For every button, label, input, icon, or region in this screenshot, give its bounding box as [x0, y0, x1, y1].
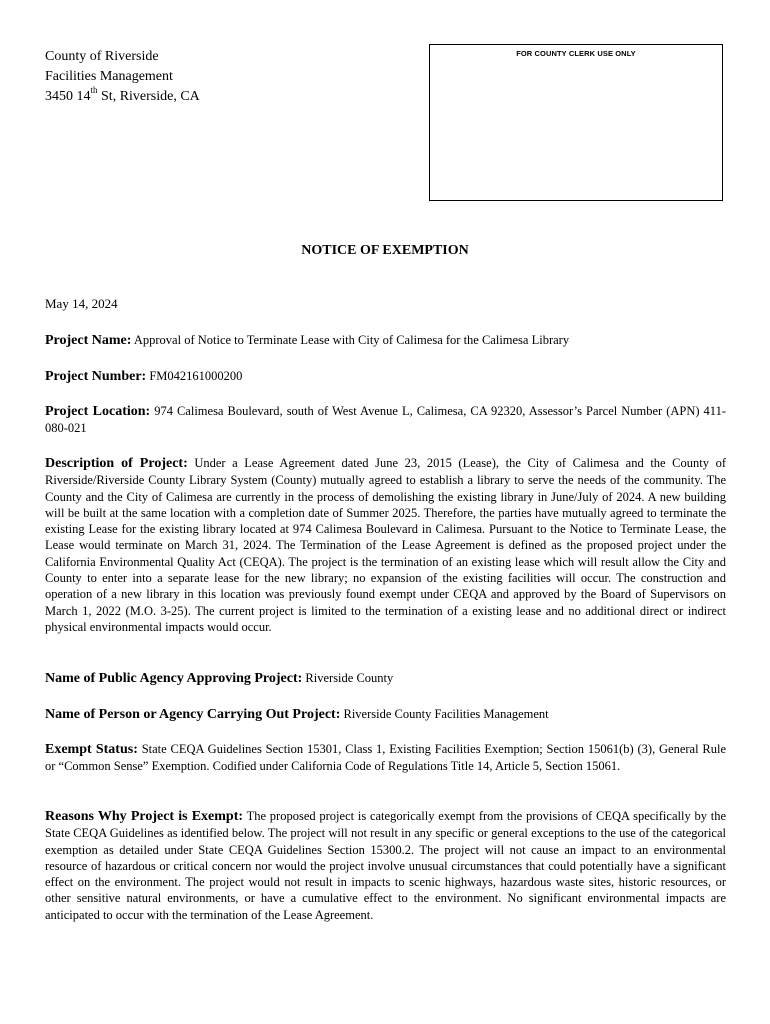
sender-line-1: County of Riverside [45, 49, 159, 64]
reasons-value: The proposed project is categorically exempt from the provisions of CEQA specifically by the State CEQA Guidelines as identified below. The project will not result in any specific or general exceptions to the use of the categorical exemption as detailed under State CEQA Guidelines Section 15300.2. The project will not cause an impact to an environmental resource of hazardous or critical concern nor would the project involve unusual circumstances that could potentially have a significant effect on the environment. The project would not result in impacts to scenic highways, hazardous waste sites, historic resources, or other sensitive natural environments, or have a cumulative effect to the environment. No significant environmental impacts are anticipated to occur with the termination of the Lease Agreement. [45, 809, 727, 922]
notice-date: May 14, 2024 [45, 296, 118, 311]
project-name-value: Approval of Notice to Terminate Lease with City of Calimesa for the Calimesa Library [131, 333, 570, 347]
street-rest: St, Riverside, CA [97, 89, 200, 104]
sender-address [45, 47, 200, 107]
project-location-value: 974 Calimesa Boulevard, south of West Avenue L, Calimesa, CA 92320, Assessor’s Parcel Number (APN) 411-080-021 [45, 404, 726, 436]
project-name-label: Project Name: [45, 333, 132, 348]
notice-title: NOTICE OF EXEMPTION [301, 243, 469, 258]
county-clerk-label: FOR COUNTY CLERK USE ONLY [516, 49, 636, 58]
approving-agency-label: Name of Public Agency Approving Project: [45, 671, 303, 686]
description-value: Under a Lease Agreement dated June 23, 2015 (Lease), the City of Calimesa and the County of Riverside/Riverside County Library System (County) mutually agreed to establish a library to serve the needs of the community. The County and the City of Calimesa are currently in the process of demolishing the existing library in June/July of 2024. A new building will be built at the same location with a completion date of Summer 2025. Therefore, the parties have mutually agreed to terminate the existing Lease for the existing library located at 974 Calimesa Boulevard in Calimesa. Pursuant to the Notice to Terminate Lease, the Lease would terminate on March 31, 2024. The Termination of the Lease Agreement is defined as the proposed project under the California Environmental Quality Act (CEQA). The project is the termination of an existing lease which will result allow the City and County to enter into a separate lease for the new library; no expansion of the existing facilities will occur. The construction and operation of a new library in this location was previously found exempt under CEQA and approved by the Board of Supervisors on March 1, 2022 (M.O. 3-25). The current project is limited to the termination of a existing lease and no additional direct or indirect physical environmental impacts would occur. [45, 456, 726, 634]
approving-agency-value: Riverside County [302, 671, 394, 685]
project-number-value: FM042161000200 [146, 369, 243, 383]
county-clerk-box [429, 44, 723, 201]
street-number: 3450 14 [45, 89, 91, 104]
approving-agency-field [45, 670, 726, 687]
exempt-status-label: Exempt Status: [45, 742, 138, 757]
reasons-field [45, 808, 726, 923]
exempt-status-value: State CEQA Guidelines Section 15301, Class 1, Existing Facilities Exemption; Section 15061(b) (3), General Rule or “Common Sense” Exemption. Codified under California Code of Regulations Title 14, Article 5, Section 15061. [45, 742, 727, 774]
street-ordinal: th [90, 85, 98, 96]
reasons-label: Reasons Why Project is Exempt: [45, 809, 244, 824]
carrying-out-label: Name of Person or Agency Carrying Out Project: [45, 707, 341, 722]
project-number-label: Project Number: [45, 369, 147, 384]
project-name-field [45, 332, 726, 349]
sender-line-3 [45, 87, 200, 107]
description-field [45, 455, 726, 635]
project-number-field [45, 368, 726, 385]
description-label: Description of Project: [45, 456, 188, 471]
project-location-label: Project Location: [45, 404, 151, 419]
project-location-field [45, 403, 726, 437]
sender-line-2: Facilities Management [45, 69, 173, 84]
carrying-out-field [45, 706, 726, 723]
carrying-out-value: Riverside County Facilities Management [340, 707, 549, 721]
exempt-status-field [45, 741, 726, 775]
